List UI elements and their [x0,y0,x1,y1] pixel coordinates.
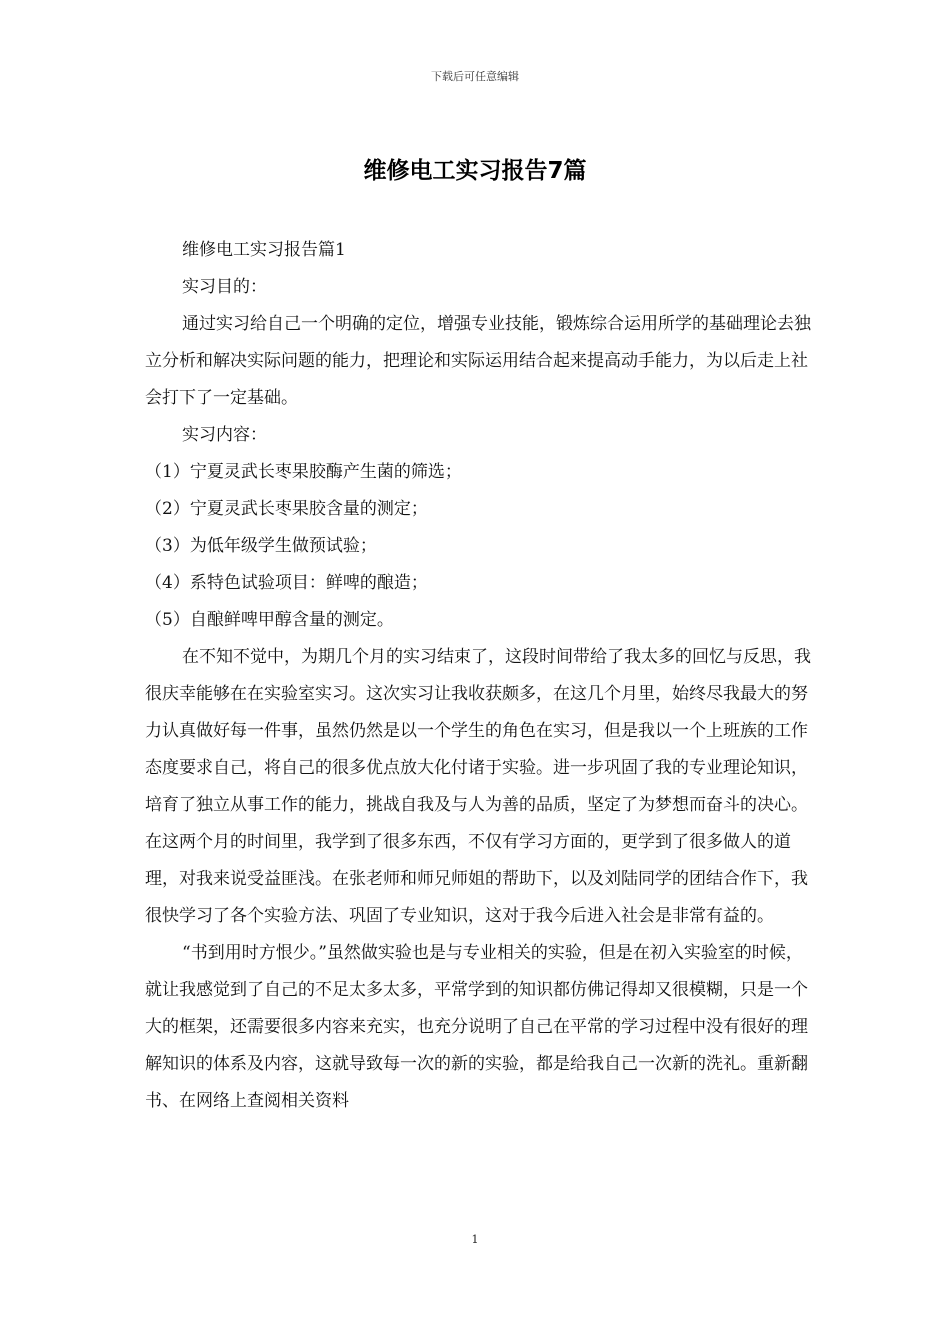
page-number: 1 [471,1233,479,1246]
document-title: 维修电工实习报告7篇 [363,158,587,184]
body-paragraph: “书到用时方恨少。”虽然做实验也是与专业相关的实验，但是在初入实验室的时候，就让我感觉到了自己的不足太多太多，平常学到的知识都仿佛记得却又很模糊，只是一个大的框架，还需要很多内容来充实，也充分说明了自己在平常的学习过程中没有很好的理解知识的体系及内容，这就导致每一次的新的实验，都是给我自己一次新的洗礼。重新翻书、在网络上查阅相关资料 [145,943,808,1111]
section-heading: 维修电工实习报告篇1 [182,240,346,260]
content-list-item: （4）系特色试验项目：鲜啤的酿造； [145,573,428,593]
content-list-item: （5）自酿鲜啤甲醇含量的测定。 [145,610,394,630]
content-label: 实习内容： [182,425,267,445]
header-note: 下载后可任意编辑 [431,70,519,83]
purpose-paragraph: 通过实习给自己一个明确的定位，增强专业技能，锻炼综合运用所学的基础理论去独立分析和解决实际问题的能力，把理论和实际运用结合起来提高动手能力，为以后走上社会打下了一定基础。 [145,314,811,408]
body-paragraph: 在不知不觉中，为期几个月的实习结束了，这段时间带给了我太多的回忆与反思，我很庆幸能够在在实验室实习。这次实习让我收获颇多，在这几个月里，始终尽我最大的努力认真做好每一件事，虽然仍然是以一个学生的角色在实习，但是我以一个上班族的工作态度要求自己，将自己的很多优点放大化付诸于实验。进一步巩固了我的专业理论知识，培育了独立从事工作的能力，挑战自我及与人为善的品质，坚定了为梦想而奋斗的决心。在这两个月的时间里，我学到了很多东西，不仅有学习方面的，更学到了很多做人的道理，对我来说受益匪浅。在张老师和师兄师姐的帮助下，以及刘陆同学的团结合作下，我很快学习了各个实验方法、巩固了专业知识，这对于我今后进入社会是非常有益的。 [145,647,811,926]
content-list-item: （3）为低年级学生做预试验； [145,536,377,556]
content-list-item: （1）宁夏灵武长枣果胶酶产生菌的筛选； [145,462,462,482]
content-list-item: （2）宁夏灵武长枣果胶含量的测定； [145,499,428,519]
document-body [145,232,817,1120]
purpose-label: 实习目的： [182,277,267,297]
